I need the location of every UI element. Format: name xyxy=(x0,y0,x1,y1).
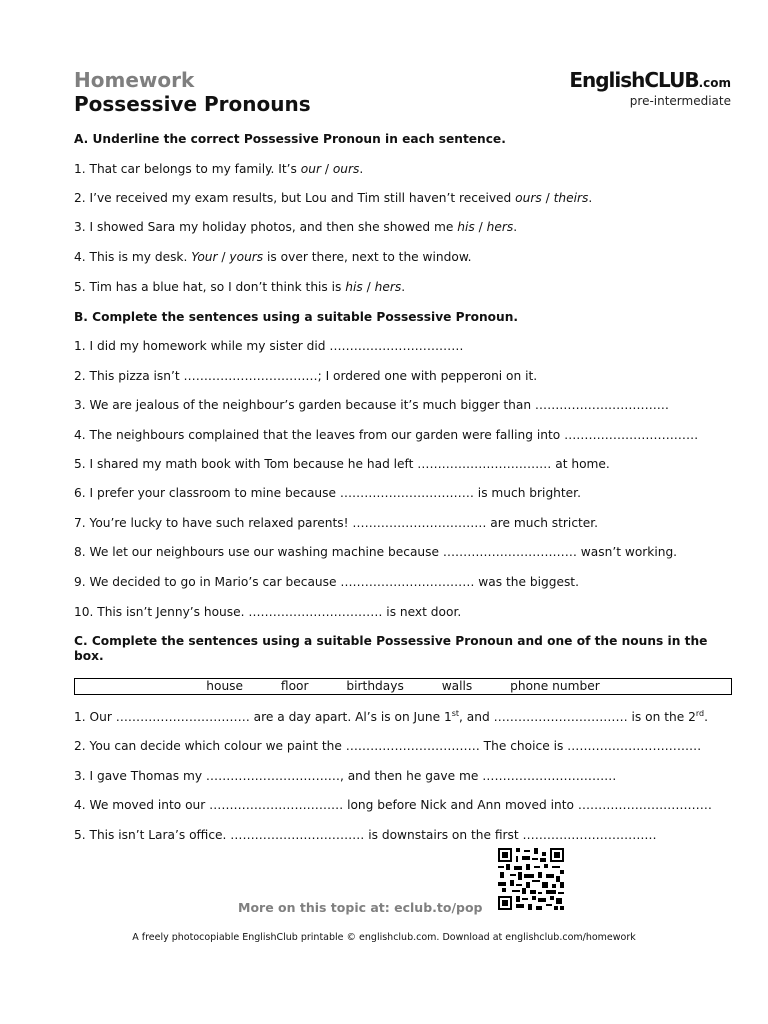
section-c-item xyxy=(74,710,708,724)
section-b-item: 2. This pizza isn’t ……………………………; I ordered one with pepperoni on it. xyxy=(74,369,538,383)
sentence-text: 2. I’ve received my exam results, but Lou and Tim still haven’t received xyxy=(74,191,516,205)
sentence-part: 1. Our …………………………… are a day apart. Al’s is on June 1 xyxy=(74,710,452,724)
option-two: hers xyxy=(374,280,402,294)
option-one: ours xyxy=(515,191,542,205)
section-c-item: 2. You can decide which colour we paint the …………………………… The choice is …………………………… xyxy=(74,739,702,753)
option-one: his xyxy=(457,220,475,234)
noun-word: phone number xyxy=(510,679,600,693)
sentence-text: 5. Tim has a blue hat, so I don’t think this is xyxy=(74,280,346,294)
section-b-item: 4. The neighbours complained that the leaves from our garden were falling into …………………………… xyxy=(74,428,699,442)
option-separator: / xyxy=(217,250,230,264)
section-b-item: 9. We decided to go in Mario’s car because …………………………… was the biggest. xyxy=(74,575,579,589)
option-separator: / xyxy=(541,191,554,205)
option-one: Your xyxy=(191,250,218,264)
section-c-heading: C. Complete the sentences using a suitable Possessive Pronoun and one of the nouns in the box. xyxy=(74,634,708,663)
section-c-item: 5. This isn’t Lara’s office. …………………………… is downstairs on the first …………………………… xyxy=(74,828,657,842)
logo-suffix-text: .com xyxy=(698,76,731,90)
ordinal-suffix: rd xyxy=(695,708,705,718)
section-b-item: 3. We are jealous of the neighbour’s garden because it’s much bigger than …………………………… xyxy=(74,398,669,412)
option-two: theirs xyxy=(553,191,589,205)
footer-credit: A freely photocopiable EnglishClub printable © englishclub.com. Download at englishclub.com/homework xyxy=(132,932,636,943)
option-two: hers xyxy=(486,220,514,234)
section-a-heading: A. Underline the correct Possessive Pronoun in each sentence. xyxy=(74,132,506,146)
section-a-item xyxy=(74,220,517,234)
noun-word: house xyxy=(206,679,244,693)
sentence-text: 1. That car belongs to my family. It’s xyxy=(74,162,301,176)
section-c-item: 3. I gave Thomas my ……………………………, and then he gave me …………………………… xyxy=(74,769,617,783)
section-a-item xyxy=(74,162,363,176)
option-two: yours xyxy=(229,250,264,264)
section-b-item: 6. I prefer your classroom to mine because …………………………… is much brighter. xyxy=(74,486,581,500)
sentence-end: . xyxy=(359,162,364,176)
section-b-item: 5. I shared my math book with Tom because he had left …………………………… at home. xyxy=(74,457,610,471)
option-one: our xyxy=(300,162,321,176)
logo-main-text: EnglishCLUB xyxy=(569,68,699,92)
section-b-item: 8. We let our neighbours use our washing machine because …………………………… wasn’t working. xyxy=(74,545,678,559)
ordinal-suffix: st xyxy=(451,708,460,718)
section-c-item: 4. We moved into our …………………………… long before Nick and Ann moved into …………………………… xyxy=(74,798,712,812)
sentence-part: . xyxy=(704,710,708,724)
qr-code-icon[interactable] xyxy=(498,848,564,910)
option-separator: / xyxy=(362,280,375,294)
page-title: Possessive Pronouns xyxy=(74,92,311,116)
level-label: pre-intermediate xyxy=(629,94,731,108)
more-topic-link[interactable]: More on this topic at: eclub.to/pop xyxy=(238,900,483,915)
page-kicker: Homework xyxy=(74,68,195,92)
option-separator: / xyxy=(474,220,487,234)
sentence-text: 3. I showed Sara my holiday photos, and then she showed me xyxy=(74,220,458,234)
englishclub-logo xyxy=(569,68,731,92)
section-a-item xyxy=(74,280,405,294)
noun-word: walls xyxy=(441,679,473,693)
section-b-heading: B. Complete the sentences using a suitable Possessive Pronoun. xyxy=(74,310,518,324)
option-two: ours xyxy=(332,162,360,176)
noun-word: floor xyxy=(280,679,309,693)
option-one: his xyxy=(345,280,363,294)
sentence-end: . xyxy=(513,220,518,234)
sentence-end: is over there, next to the window. xyxy=(263,250,472,264)
sentence-text: 4. This is my desk. xyxy=(74,250,192,264)
noun-word: birthdays xyxy=(346,679,404,693)
section-a-item xyxy=(74,191,592,205)
section-b-item: 10. This isn’t Jenny’s house. …………………………… is next door. xyxy=(74,605,462,619)
section-a-item xyxy=(74,250,472,264)
sentence-part: , and …………………………… is on the 2 xyxy=(459,710,696,724)
sentence-end: . xyxy=(588,191,593,205)
sentence-end: . xyxy=(401,280,406,294)
option-separator: / xyxy=(320,162,333,176)
noun-word-box xyxy=(74,678,732,695)
section-b-item: 1. I did my homework while my sister did …………………………… xyxy=(74,339,464,353)
section-b-item: 7. You’re lucky to have such relaxed parents! …………………………… are much stricter. xyxy=(74,516,599,530)
